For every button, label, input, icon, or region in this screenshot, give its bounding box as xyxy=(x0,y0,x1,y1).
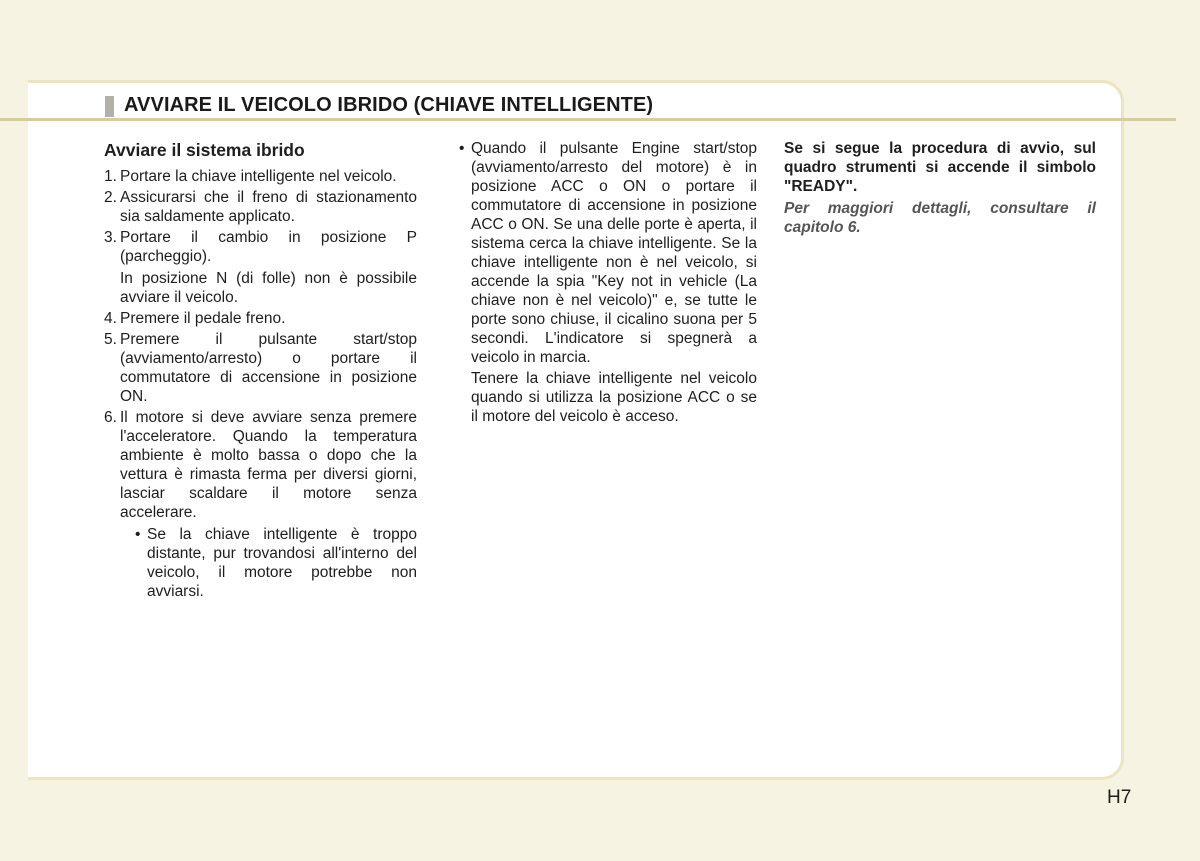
step-1 xyxy=(104,167,417,186)
step-6 xyxy=(104,408,417,601)
step-number: 3. xyxy=(104,229,117,246)
page-title: AVVIARE IL VEICOLO IBRIDO (CHIAVE INTELLIGENTE) xyxy=(124,94,654,116)
bullet-text: Quando il pulsante Engine start/stop (avviamento/arresto del motore) è in posizione ACC o ON o portare il commutatore di accensione in posizione ACC o ON. Se una delle porte è aperta, il sistema cerca la chiave intelligente. Se la chiave intelligente non è nel veicolo, si accende la spia "Key not in vehicle (La chiave non è nel veicolo)" e, se tutte le porte sono chiuse, il cicalino suona per 5 secondi. L'indicatore si spegnerà a veicolo in marcia. xyxy=(471,140,757,366)
column-2 xyxy=(459,139,757,426)
ready-notice: Se si segue la procedura di avvio, sul quadro strumenti si accende il simbolo "READY". xyxy=(784,140,1096,195)
steps-list xyxy=(104,167,417,601)
step-4 xyxy=(104,309,417,328)
step-number: 4. xyxy=(104,310,117,327)
step-text: Assicurarsi che il freno di stazionamento sia saldamente applicato. xyxy=(120,189,417,225)
section-heading: Avviare il sistema ibrido xyxy=(104,140,305,160)
page-number: H7 xyxy=(1107,787,1132,808)
step-number: 5. xyxy=(104,331,117,348)
step-text: Il motore si deve avviare senza premere l'acceleratore. Quando la temperatura ambiente è molto bassa o dopo che la vettura è rimasta ferma per diversi giorni, lasciar scaldare il motore senza accelerare. xyxy=(120,409,417,521)
step-number: 6. xyxy=(104,409,117,426)
bullet-mark: • xyxy=(135,526,141,543)
step-3 xyxy=(104,228,417,307)
step-number: 2. xyxy=(104,189,117,206)
header-rule xyxy=(0,118,1176,121)
step-text: Premere il pulsante start/stop (avviamento/arresto) o portare il commutatore di accensione in posizione ON. xyxy=(120,331,417,405)
reference-note: Per maggiori dettagli, consultare il capitolo 6. xyxy=(784,200,1096,236)
bullet-text: Se la chiave intelligente è troppo distante, pur trovandosi all'interno del veicolo, il motore potrebbe non avviarsi. xyxy=(147,526,417,600)
step-text: Premere il pedale freno. xyxy=(120,310,286,327)
step-note: In posizione N (di folle) non è possibile avviare il veicolo. xyxy=(120,270,417,306)
smart-key-paragraph: Tenere la chiave intelligente nel veicolo quando si utilizza la posizione ACC o se il motore del veicolo è acceso. xyxy=(471,370,757,425)
column-1 xyxy=(104,139,417,603)
step-5 xyxy=(104,330,417,406)
step-2 xyxy=(104,188,417,226)
step-text: Portare il cambio in posizione P (parcheggio). xyxy=(120,229,417,265)
step-bullet xyxy=(135,525,417,601)
smart-key-bullet xyxy=(459,139,757,367)
bullet-mark: • xyxy=(459,140,465,157)
column-3 xyxy=(784,139,1096,237)
step-text: Portare la chiave intelligente nel veicolo. xyxy=(120,168,397,185)
step-number: 1. xyxy=(104,168,117,185)
header-marker xyxy=(105,96,114,117)
